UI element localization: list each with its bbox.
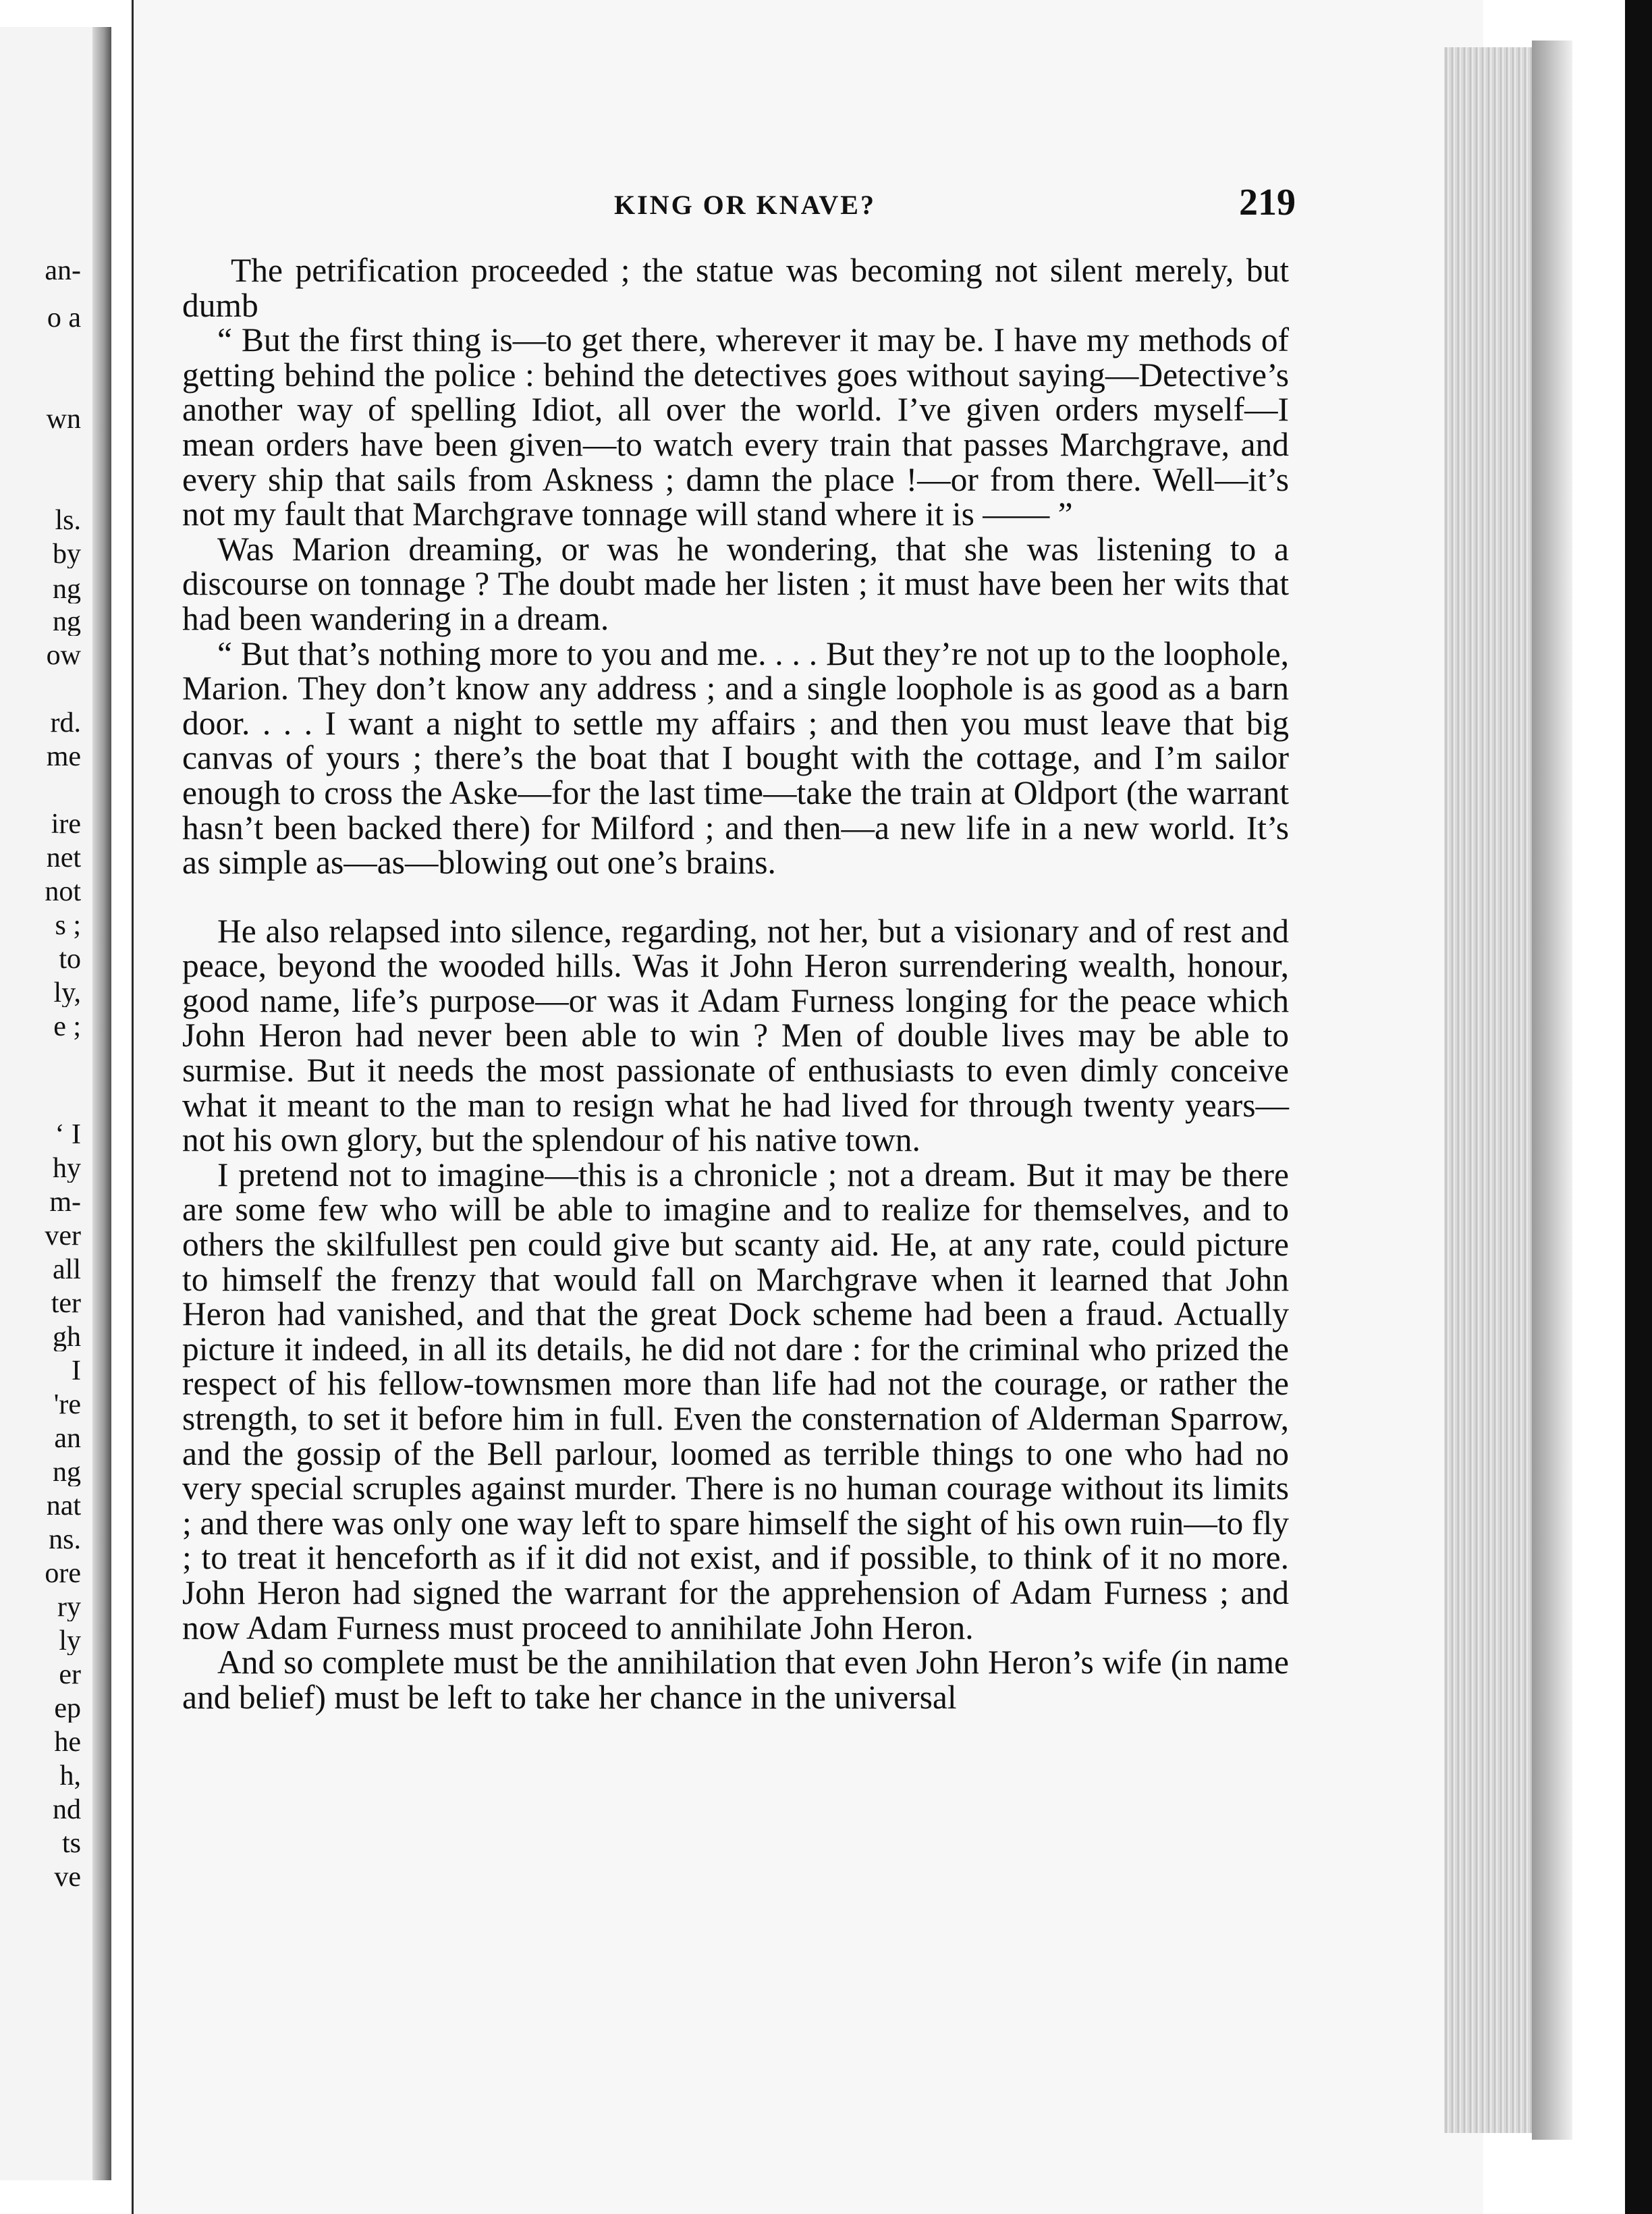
paragraph: And so complete must be the annihilation that even John Heron’s wife (in name and belief) must be left to take her chance in the universal [182, 1644, 1289, 1716]
previous-page-fragment-text: ver [45, 1222, 81, 1250]
previous-page-fragment-text: wn [46, 405, 81, 433]
previous-page-fragment-text: net [46, 844, 81, 872]
previous-page-fragment-text: ts [61, 1829, 81, 1858]
previous-page-fragment-text: ire [51, 810, 81, 838]
previous-page-fragment [0, 27, 111, 2180]
scan-border [1625, 0, 1652, 2214]
previous-page-fragment-text: m- [49, 1188, 81, 1216]
paragraph: I pretend not to imagine—this is a chronicle ; not a dream. But it may be there are some few who will be able to imagine and to realize for themselves, and to others the skilfullest pen could give but scanty aid. He, at any rate, could picture to himself the frenzy that would fall on Marchgrave when it learned that John Heron had vanished, and that the great Dock scheme had been a fraud. Actually picture it indeed, in all its details, he did not dare : for the criminal who prized the respect of his fellow-townsmen more than life had not the courage, or rather the strength, to set it before him in full. Even the consternation of Alderman Sparrow, and the gossip of the Bell parlour, loomed as terrible things to one who had no very special scruples against murder. There is no human courage without its limits ; and there was only one way left to spare himself the sight of his own ruin—to fly ; to treat it henceforth as if it did not exist, and if possible, to think of it no more. John Heron had signed the warrant for the apprehension of Adam Furness ; and now Adam Furness must proceed to annihilate John Heron. [182, 1156, 1289, 1646]
previous-page-fragment-text: not [45, 878, 81, 906]
previous-page-fragment-text: ow [46, 641, 81, 670]
body-text [182, 253, 1289, 1714]
previous-page-fragment-text: ly [59, 1627, 81, 1655]
running-head: KING OR KNAVE? [614, 190, 876, 220]
previous-page-fragment-text: an [54, 1424, 81, 1453]
paragraph: He also relapsed into silence, regarding, not her, but a visionary and of rest and peace, beyond the wooded hills. Was it John Heron surrendering wealth, honour, good name, life’s purpose—or was it Adam Furness longing for the peace which John Heron had never been able to win ? Men of double lives may be able to surmise. But it needs the most passionate of enthusiasts to even dimly conceive what it meant to the man to resign what he had lived for through twenty years—not his own glory, but the splendour of his native town. [182, 912, 1289, 1159]
paragraph: “ But the first thing is—to get there, wherever it may be. I have my methods of getting behind the police : behind the detectives goes without saying—Detective’s another way of spelling Idiot, all over the world. I’ve given orders myself—I mean orders have been given—to watch every train that passes Marchgrave, and every ship that sails from Askness ; damn the place !—or from there. Well—it’s not my fault that Marchgrave tonnage will stand where it is —— ” [182, 321, 1289, 533]
previous-page-fragment-text: ns. [49, 1526, 81, 1554]
previous-page-fragment-text: I [72, 1357, 81, 1385]
previous-page-fragment-text: all [53, 1256, 81, 1284]
page-header [587, 181, 1296, 228]
previous-page-fragment-text: e ; [53, 1013, 81, 1041]
previous-page-fragment-text: he [54, 1728, 81, 1756]
paragraph: “ But that’s nothing more to you and me. . . . But they’re not up to the loophole, Marion. They don’t know any address ; and a single loophole is as good as a barn door. . . . I want a night to settle my affairs ; and then you must leave that big canvas of yours ; there’s the boat that I bought with the cottage, and I’m sailor enough to cross the Aske—for the last time—take the train at Oldport (the warrant hasn’t been backed there) for Milford ; and then—a new life in a new world. It’s as simple as—as—blowing out one’s brains. [182, 634, 1289, 882]
previous-page-fragment-text: ter [51, 1289, 81, 1318]
previous-page-fragment-text: by [53, 540, 81, 568]
previous-page-fragment-text: ve [54, 1863, 81, 1891]
previous-page-fragment-text: er [59, 1660, 81, 1689]
paragraph: Was Marion dreaming, or was he wondering, that she was listening to a discourse on tonnage ? The doubt made her listen ; it must have been her wits that had been wandering in a dream. [182, 530, 1289, 637]
previous-page-fragment-text: ep [54, 1694, 81, 1723]
previous-page-fragment-text: hy [53, 1154, 81, 1183]
previous-page-fragment-text: ly, [53, 979, 81, 1007]
previous-page-fragment-text: ng [53, 1458, 81, 1486]
previous-page-fragment-text: ‘ I [55, 1120, 81, 1149]
previous-page-fragment-text: gh [53, 1323, 81, 1351]
previous-page-fragment-text: ng [53, 608, 81, 636]
previous-page-fragment-text: s ; [55, 911, 81, 940]
previous-page-fragment-text: nd [53, 1796, 81, 1824]
previous-page-fragment-text: nat [46, 1492, 81, 1520]
page-stack-shadow [1532, 40, 1572, 2140]
previous-page-fragment-text: rd. [50, 709, 81, 737]
book-gutter [92, 27, 111, 2180]
previous-page-fragment-text: to [59, 945, 81, 973]
previous-page-fragment-text: ore [45, 1559, 81, 1588]
page-stack-edge [1444, 47, 1532, 2133]
previous-page-fragment-text: ls. [55, 506, 81, 535]
previous-page-fragment-text: ry [57, 1593, 81, 1621]
previous-page-fragment-text: o a [47, 304, 81, 332]
previous-page-fragment-text: 're [53, 1390, 81, 1419]
previous-page-fragment-text: ng [53, 575, 81, 603]
page-number: 219 [1239, 182, 1296, 223]
paragraph: The petrification proceeded ; the statue was becoming not silent merely, but dumb [182, 252, 1289, 324]
previous-page-fragment-text: h, [59, 1762, 81, 1790]
previous-page-fragment-text: me [46, 742, 81, 771]
previous-page-fragment-text: an- [45, 256, 81, 285]
